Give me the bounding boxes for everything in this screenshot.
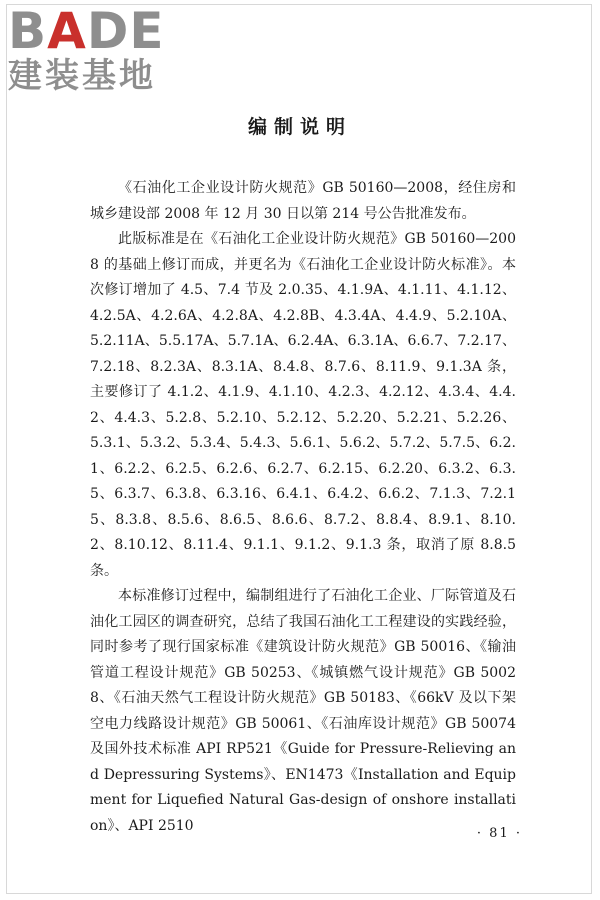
- logo-subtitle: 建装基地: [8, 56, 156, 96]
- document-body: [90, 176, 516, 839]
- paragraph-revision-clauses: 此版标准是在《石油化工企业设计防火规范》GB 50160—2008 的基础上修订而成，并更名为《石油化工企业设计防火标准》。本次修订增加了 4.5、7.4 节及 2.0.35、4.1.9A、4.1.11、4.1.12、4.2.5A、4.2.6A、4.2.8A、4.2.8B、4.3.4A、4.4.9、5.2.10A、5.2.11A、5.5.17A、5.7.1A、6.2.4A、6.3.1A、6.6.7、7.2.17、7.2.18、8.2.3A、8.3.1A、8.4.8、8.7.6、8.11.9、9.1.3A 条，主要修订了 4.1.2、4.1.9、4.1.10、4.2.3、4.2.12、4.3.4、4.4.2、4.4.3、5.2.8、5.2.10、5.2.12、5.2.20、5.2.21、5.2.26、5.3.1、5.3.2、5.3.4、5.4.3、5.6.1、5.6.2、5.7.2、5.7.5、6.2.1、6.2.2、6.2.5、6.2.6、6.2.7、6.2.15、6.2.20、6.3.2、6.3.5、6.3.7、6.3.8、6.3.16、6.4.1、6.4.2、6.6.2、7.1.3、7.2.15、8.3.8、8.5.6、8.6.5、8.6.6、8.7.2、8.8.4、8.9.1、8.10.2、8.10.12、8.11.4、9.1.1、9.1.2、9.1.3 条，取消了原 8.8.5 条。: [90, 231, 516, 579]
- page-title: 编制说明: [247, 116, 352, 138]
- logo-letters-de: DE: [86, 2, 165, 60]
- logo-letter-a-accent: A: [47, 2, 87, 60]
- paragraph-approval: 《石油化工企业设计防火规范》GB 50160—2008，经住房和城乡建设部 2008 年 12 月 30 日以第 214 号公告批准发布。: [90, 180, 516, 222]
- brand-logo: [8, 2, 178, 96]
- paragraph-references: 本标准修订过程中，编制组进行了石油化工企业、厂际管道及石油化工园区的调查研究，总结了我国石油化工工程建设的实践经验，同时参考了现行国家标准《建筑设计防火规范》GB 50016、《输油管道工程设计规范》GB 50253、《城镇燃气设计规范》GB 50028、《石油天然气工程设计防火规范》GB 50183、《66kV 及以下架空电力线路设计规范》GB 50061、《石油库设计规范》GB 50074 及国外技术标准 API RP521《Guide for Pressure-Relieving and Depressuring Systems》、EN1473《Installation and Equipment for Liquefied Natural Gas-design of onshore installation》、API 2510: [90, 588, 516, 834]
- page-number: · 81 ·: [476, 826, 522, 841]
- logo-letter-b: B: [8, 2, 48, 60]
- logo-wordmark: [8, 2, 178, 60]
